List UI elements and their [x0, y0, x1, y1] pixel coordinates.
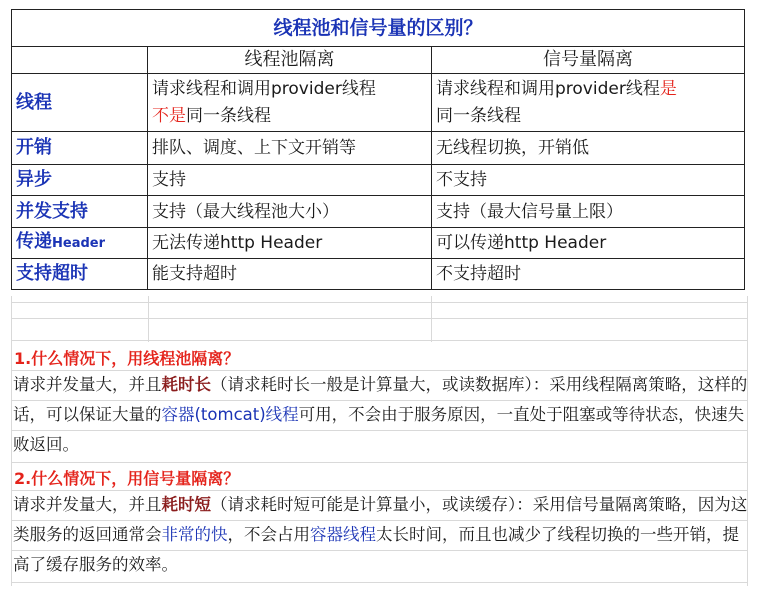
note-text: ，不会占用 [227, 525, 310, 544]
header-empty-cell [12, 47, 148, 74]
cell-semaphore-thread [432, 74, 745, 132]
cell-semaphore-timeout: 不支持超时 [432, 259, 745, 290]
table-row [12, 132, 745, 165]
cell-semaphore-overhead: 无线程切换，开销低 [432, 132, 745, 165]
note-emphasis-blue: 容器(tomcat)线程 [161, 405, 299, 424]
note-emphasis-blue: 非常的快 [161, 525, 228, 544]
table-row [12, 74, 745, 132]
cell-text-red: 是 [659, 78, 677, 99]
note-body-threadpool [13, 370, 748, 460]
table-row [12, 259, 745, 290]
cell-text: 请求线程和调用provider线程 [436, 78, 660, 99]
row-label-header [12, 228, 148, 259]
note-body-semaphore [13, 490, 748, 580]
table-row [12, 228, 745, 259]
grid-line [11, 582, 748, 583]
row-label-en: Header [52, 236, 106, 251]
grid-line [11, 296, 12, 586]
note-text: 请求并发量大，并且 [13, 495, 162, 514]
cell-threadpool-thread [148, 74, 432, 132]
note-heading-semaphore: 2.什么情况下，用信号量隔离？ [14, 469, 240, 488]
row-label-concurrency: 并发支持 [12, 196, 148, 228]
cell-semaphore-async: 不支持 [432, 165, 745, 196]
row-label-cn: 传递 [16, 231, 52, 252]
note-text: 太长时间，而且也减少了线程切换的一些开销，提高了缓存服务的效率。 [13, 525, 739, 574]
header-threadpool: 线程池隔离 [148, 47, 432, 74]
note-heading-threadpool: 1.什么情况下，用线程池隔离？ [14, 349, 240, 368]
cell-threadpool-async: 支持 [148, 165, 432, 196]
grid-line [148, 296, 149, 342]
table-title: 线程池和信号量的区别？ [12, 10, 745, 47]
cell-text: 请求线程和调用provider线程 [152, 78, 376, 99]
table-title-row [12, 10, 745, 47]
header-semaphore: 信号量隔离 [432, 47, 745, 74]
grid-line [11, 302, 748, 303]
note-text: （请求耗时长一般是计算量大，或读数据库）：采用线程隔离策略，这样的话，可以保证大量的 [13, 375, 748, 424]
comparison-table [11, 9, 745, 290]
grid-line [431, 296, 432, 342]
grid-line [11, 340, 748, 341]
grid-line [11, 462, 748, 463]
cell-text: 同一条线程 [436, 105, 521, 126]
cell-threadpool-timeout: 能支持超时 [148, 259, 432, 290]
table-row [12, 196, 745, 228]
cell-text: 同一条线程 [186, 105, 271, 126]
cell-semaphore-header: 可以传递http Header [432, 228, 745, 259]
grid-line [11, 318, 748, 319]
note-text: 可用，不会由于服务原因，一直处于阻塞或等待状态，快速失败返回。 [13, 405, 745, 454]
note-emphasis: 耗时长 [161, 375, 211, 394]
note-emphasis: 耗时短 [161, 495, 211, 514]
note-text: 请求并发量大，并且 [13, 375, 162, 394]
table-header-row [12, 47, 745, 74]
note-emphasis-blue: 容器线程 [310, 525, 376, 544]
row-label-thread: 线程 [12, 74, 148, 132]
cell-text-red: 不是 [152, 105, 186, 126]
row-label-async: 异步 [12, 165, 148, 196]
note-text: （请求耗时短可能是计算量小，或读缓存）：采用信号量隔离策略，因为这类服务的返回通常会 [13, 495, 748, 544]
cell-semaphore-concurrency: 支持（最大信号量上限） [432, 196, 745, 228]
row-label-overhead: 开销 [12, 132, 148, 165]
cell-threadpool-overhead: 排队、调度、上下文开销等 [148, 132, 432, 165]
cell-threadpool-header: 无法传递http Header [148, 228, 432, 259]
row-label-timeout: 支持超时 [12, 259, 148, 290]
cell-threadpool-concurrency: 支持（最大线程池大小） [148, 196, 432, 228]
table-row [12, 165, 745, 196]
